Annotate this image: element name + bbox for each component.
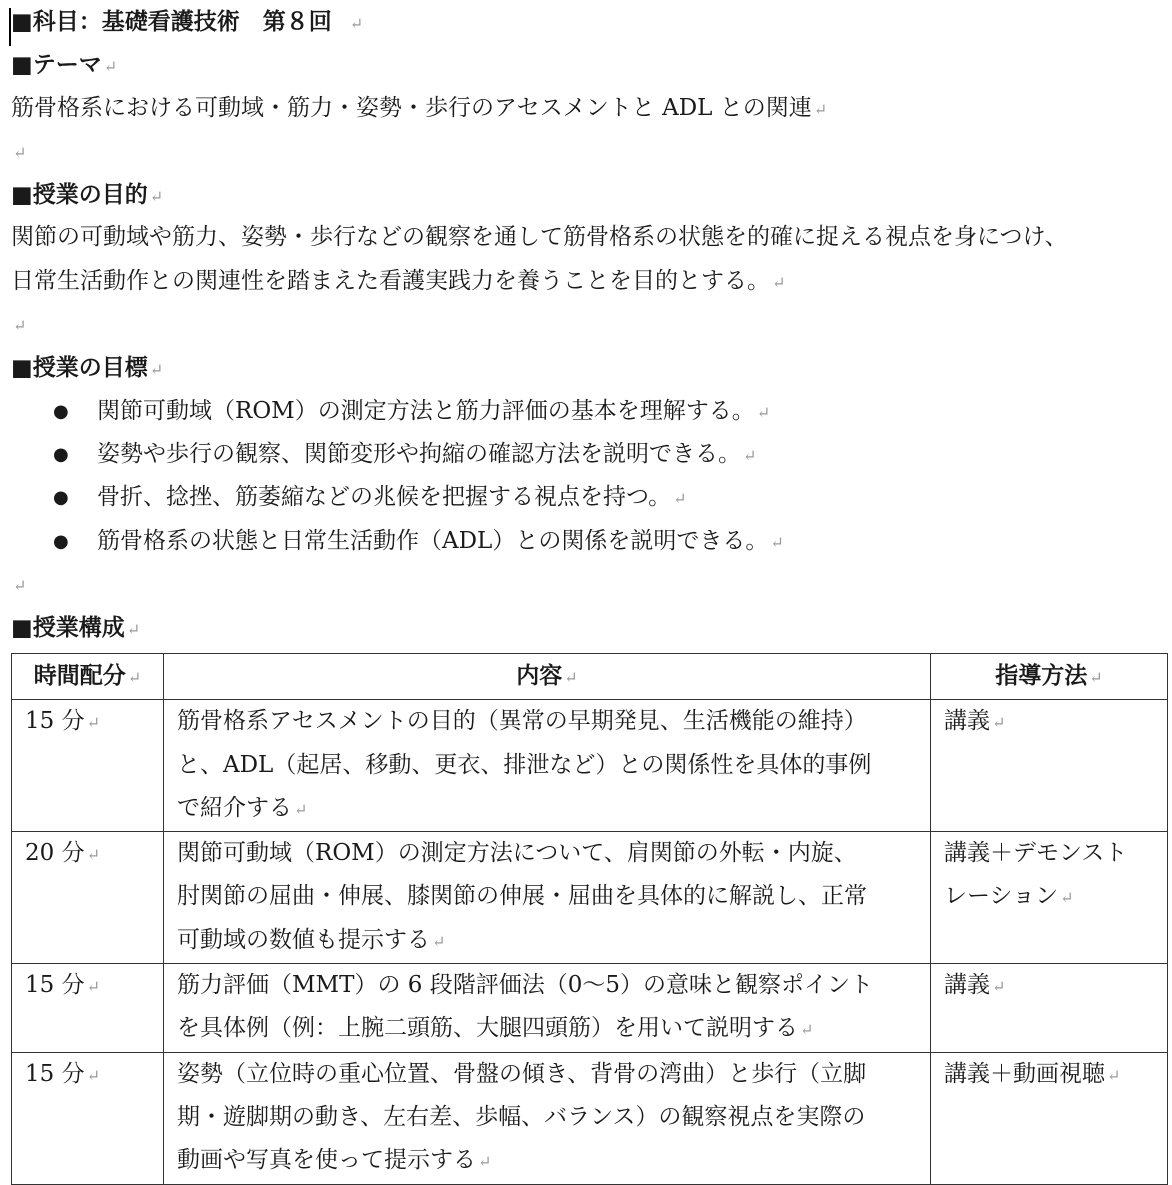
paragraph-mark-icon: ↵ bbox=[1089, 668, 1103, 687]
content-cell: 筋力評価（MMT）の 6 段階評価法（0～5）の意味と観察ポイント を具体例（例：上腕二頭筋、大腿四頭筋）を用いて説明する ↵ bbox=[164, 964, 931, 1053]
purpose-text-line: 日常生活動作との関連性を踏まえた看護実践力を養うことを目的とする。 ↵ bbox=[11, 267, 786, 294]
table-header-row bbox=[12, 654, 1168, 700]
subject-label: ■科目：基礎看護技術 bbox=[11, 8, 240, 35]
paragraph-mark-icon: ↵ bbox=[333, 14, 364, 33]
paragraph-mark-icon: ↵ bbox=[127, 668, 142, 687]
list-item: ● 筋骨格系の状態と日常生活動作（ADL）との関係を説明できる。 ↵ bbox=[11, 520, 1172, 563]
paragraph-mark-icon: ↵ bbox=[13, 142, 27, 162]
paragraph-mark-icon: ↵ bbox=[103, 57, 118, 77]
paragraph-mark-icon: ↵ bbox=[13, 316, 27, 336]
bullet-icon: ● bbox=[53, 400, 69, 422]
column-header-method: 指導方法 ↵ bbox=[931, 654, 1168, 700]
paragraph-mark-icon: ↵ bbox=[1060, 888, 1074, 908]
structure-heading: ■授業構成 ↵ bbox=[11, 614, 141, 642]
text-cursor bbox=[9, 8, 11, 46]
session-number: 第８回 bbox=[262, 8, 332, 35]
paragraph-mark-icon: ↵ bbox=[86, 1065, 100, 1085]
method-cell: 講義＋動画視聴 ↵ bbox=[931, 1052, 1168, 1184]
theme-text: 筋骨格系における可動域・筋力・姿勢・歩行のアセスメントと ADL との関連 ↵ bbox=[11, 94, 828, 121]
empty-paragraph bbox=[11, 303, 1172, 346]
bullet-icon: ● bbox=[53, 530, 69, 552]
paragraph-mark-icon: ↵ bbox=[86, 977, 100, 997]
paragraph-mark-icon: ↵ bbox=[13, 575, 27, 595]
document-page bbox=[11, 0, 1172, 1174]
bullet-icon: ● bbox=[53, 487, 69, 509]
bullet-icon: ● bbox=[53, 443, 69, 465]
table-row bbox=[12, 1052, 1168, 1184]
paragraph-mark-icon: ↵ bbox=[564, 668, 578, 687]
column-header-content: 内容 ↵ bbox=[164, 654, 931, 700]
paragraph-mark-icon: ↵ bbox=[294, 799, 308, 819]
content-cell: 筋骨格系アセスメントの目的（異常の早期発見、生活機能の維持） と、ADL（起居、移動、更衣、排泄など）との関係性を具体的事例 で紹介する ↵ bbox=[164, 700, 931, 832]
list-item: ● 姿勢や歩行の観察、関節変形や拘縮の確認方法を説明できる。 ↵ bbox=[11, 433, 1172, 476]
goals-heading: ■授業の目標 ↵ bbox=[11, 354, 164, 382]
paragraph-mark-icon: ↵ bbox=[813, 99, 828, 119]
empty-paragraph bbox=[11, 130, 1172, 173]
paragraph-mark-icon: ↵ bbox=[756, 402, 771, 422]
paragraph-mark-icon: ↵ bbox=[800, 1020, 814, 1040]
paragraph-mark-icon: ↵ bbox=[770, 532, 784, 552]
paragraph-mark-icon: ↵ bbox=[149, 360, 164, 380]
column-header-time: 時間配分 ↵ bbox=[12, 654, 164, 700]
paragraph-mark-icon: ↵ bbox=[772, 272, 786, 292]
table-row bbox=[12, 832, 1168, 964]
content-cell: 関節可動域（ROM）の測定方法について、肩関節の外転・内旋、 肘関節の屈曲・伸展、膝関節の伸展・屈曲を具体的に解説し、正常 可動域の数値も提示する ↵ bbox=[164, 832, 931, 964]
paragraph-mark-icon: ↵ bbox=[1107, 1065, 1121, 1085]
table-row bbox=[12, 700, 1168, 832]
subject-line bbox=[11, 0, 1172, 43]
paragraph-mark-icon: ↵ bbox=[126, 620, 141, 640]
table-row bbox=[12, 964, 1168, 1053]
content-cell: 姿勢（立位時の重心位置、骨盤の傾き、背骨の湾曲）と歩行（立脚 期・遊脚期の動き、左右差、歩幅、バランス）の観察視点を実際の 動画や写真を使って提示する ↵ bbox=[164, 1052, 931, 1184]
paragraph-mark-icon: ↵ bbox=[673, 489, 687, 509]
time-cell: 15 分 ↵ bbox=[12, 1052, 164, 1184]
paragraph-mark-icon: ↵ bbox=[743, 445, 757, 465]
paragraph-mark-icon: ↵ bbox=[432, 931, 446, 951]
list-item: ● 関節可動域（ROM）の測定方法と筋力評価の基本を理解する。 ↵ bbox=[11, 390, 1172, 433]
paragraph-mark-icon: ↵ bbox=[992, 977, 1006, 997]
paragraph-mark-icon: ↵ bbox=[149, 187, 164, 207]
method-cell: 講義＋デモンスト レーション ↵ bbox=[931, 832, 1168, 964]
time-cell: 15 分 ↵ bbox=[12, 700, 164, 832]
paragraph-mark-icon: ↵ bbox=[86, 845, 100, 865]
method-cell: 講義 ↵ bbox=[931, 964, 1168, 1053]
time-cell: 20 分 ↵ bbox=[12, 832, 164, 964]
lesson-structure-table bbox=[11, 653, 1168, 1185]
time-cell: 15 分 ↵ bbox=[12, 964, 164, 1053]
theme-heading: ■テーマ ↵ bbox=[11, 51, 118, 79]
goals-list bbox=[11, 390, 1172, 563]
paragraph-mark-icon: ↵ bbox=[992, 713, 1006, 733]
method-cell: 講義 ↵ bbox=[931, 700, 1168, 832]
empty-paragraph bbox=[11, 563, 1172, 606]
purpose-text-line: 関節の可動域や筋力、姿勢・歩行などの観察を通して筋骨格系の状態を的確に捉える視点を身につけ、 bbox=[11, 224, 1068, 251]
list-item: ● 骨折、捻挫、筋萎縮などの兆候を把握する視点を持つ。 ↵ bbox=[11, 476, 1172, 519]
paragraph-mark-icon: ↵ bbox=[86, 713, 100, 733]
paragraph-mark-icon: ↵ bbox=[478, 1152, 492, 1172]
purpose-heading: ■授業の目的 ↵ bbox=[11, 181, 164, 209]
